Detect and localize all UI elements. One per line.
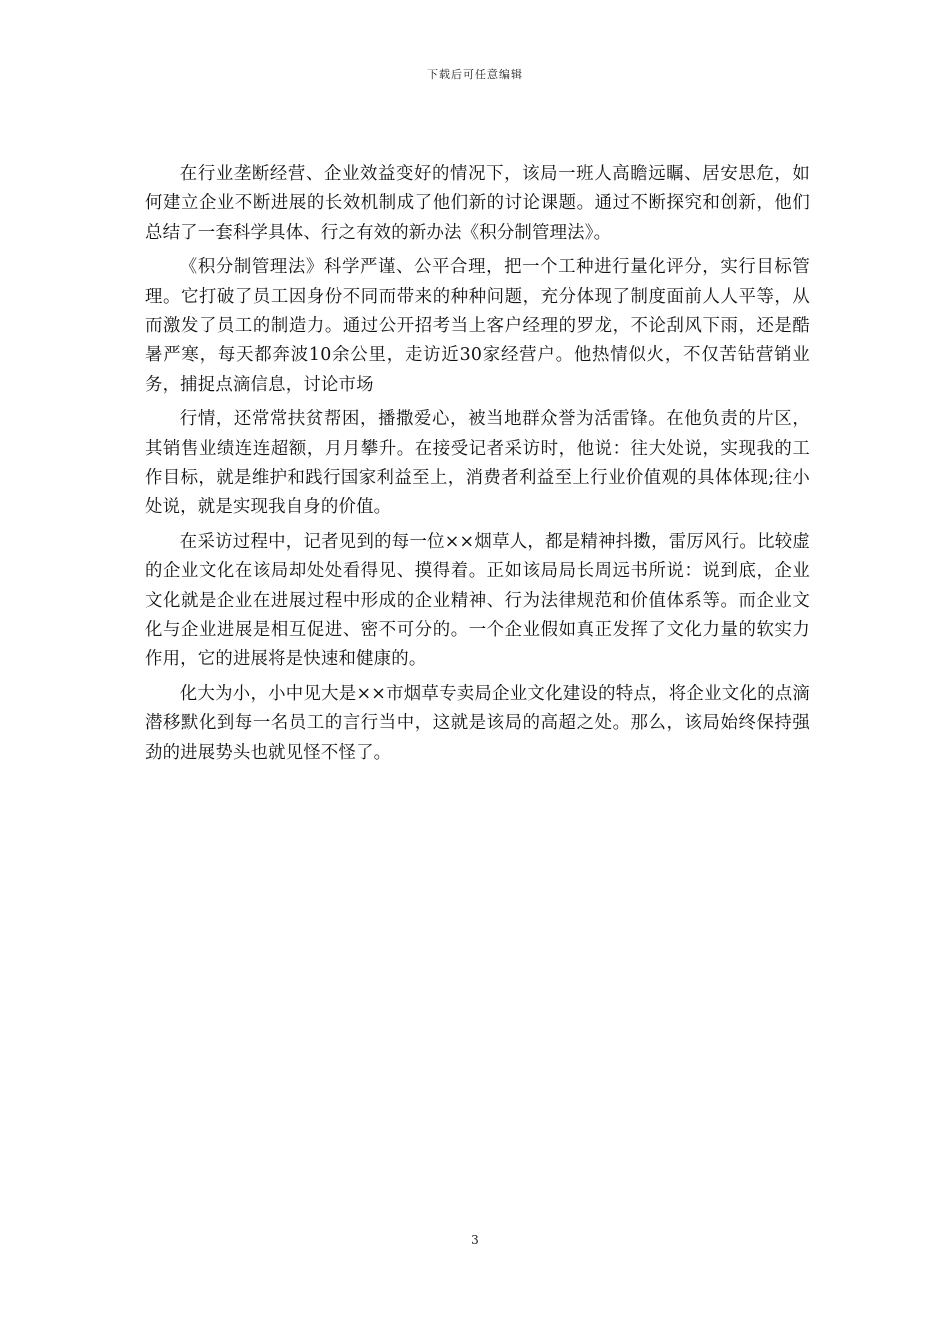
paragraph: 在采访过程中，记者见到的每一位××烟草人，都是精神抖擞，雷厉风行。比较虚的企业文化在该局却处处看得见、摸得着。正如该局局长周远书所说：说到底，企业文化就是企业在进展过程中形成的企业精神、行为法律规范和价值体系等。而企业文化与企业进展是相互促进、密不可分的。一个企业假如真正发挥了文化力量的软实力作用，它的进展将是快速和健康的。 xyxy=(145,532,810,670)
page-header: 下载后可任意编辑 xyxy=(427,68,523,81)
paragraph: 《积分制管理法》科学严谨、公平合理，把一个工种进行量化评分，实行目标管理。它打破了员工因身份不同而带来的种种问题，充分体现了制度面前人人平等，从而激发了员工的制造力。通过公开招考当上客户经理的罗龙，不论刮风下雨，还是酷暑严寒，每天都奔波10余公里，走访近30家经营户。他热情似火，不仅苦钻营销业务，捕捉点滴信息，讨论市场 xyxy=(145,257,810,395)
page-number: 3 xyxy=(471,1233,479,1247)
paragraph: 行情，还常常扶贫帮困，播撒爱心，被当地群众誉为活雷锋。在他负责的片区，其销售业绩连连超额，月月攀升。在接受记者采访时，他说：往大处说，实现我的工作目标，就是维护和践行国家利益至上，消费者利益至上行业价值观的具体体现;往小处说，就是实现我自身的价值。 xyxy=(145,409,810,518)
document-body xyxy=(145,160,810,773)
paragraph: 化大为小，小中见大是××市烟草专卖局企业文化建设的特点，将企业文化的点滴潜移默化到每一名员工的言行当中，这就是该局的高超之处。那么，该局始终保持强劲的进展势头也就见怪不怪了。 xyxy=(145,684,810,763)
paragraph: 在行业垄断经营、企业效益变好的情况下，该局一班人高瞻远瞩、居安思危，如何建立企业不断进展的长效机制成了他们新的讨论课题。通过不断探究和创新，他们总结了一套科学具体、行之有效的新办法《积分制管理法》。 xyxy=(145,164,810,243)
